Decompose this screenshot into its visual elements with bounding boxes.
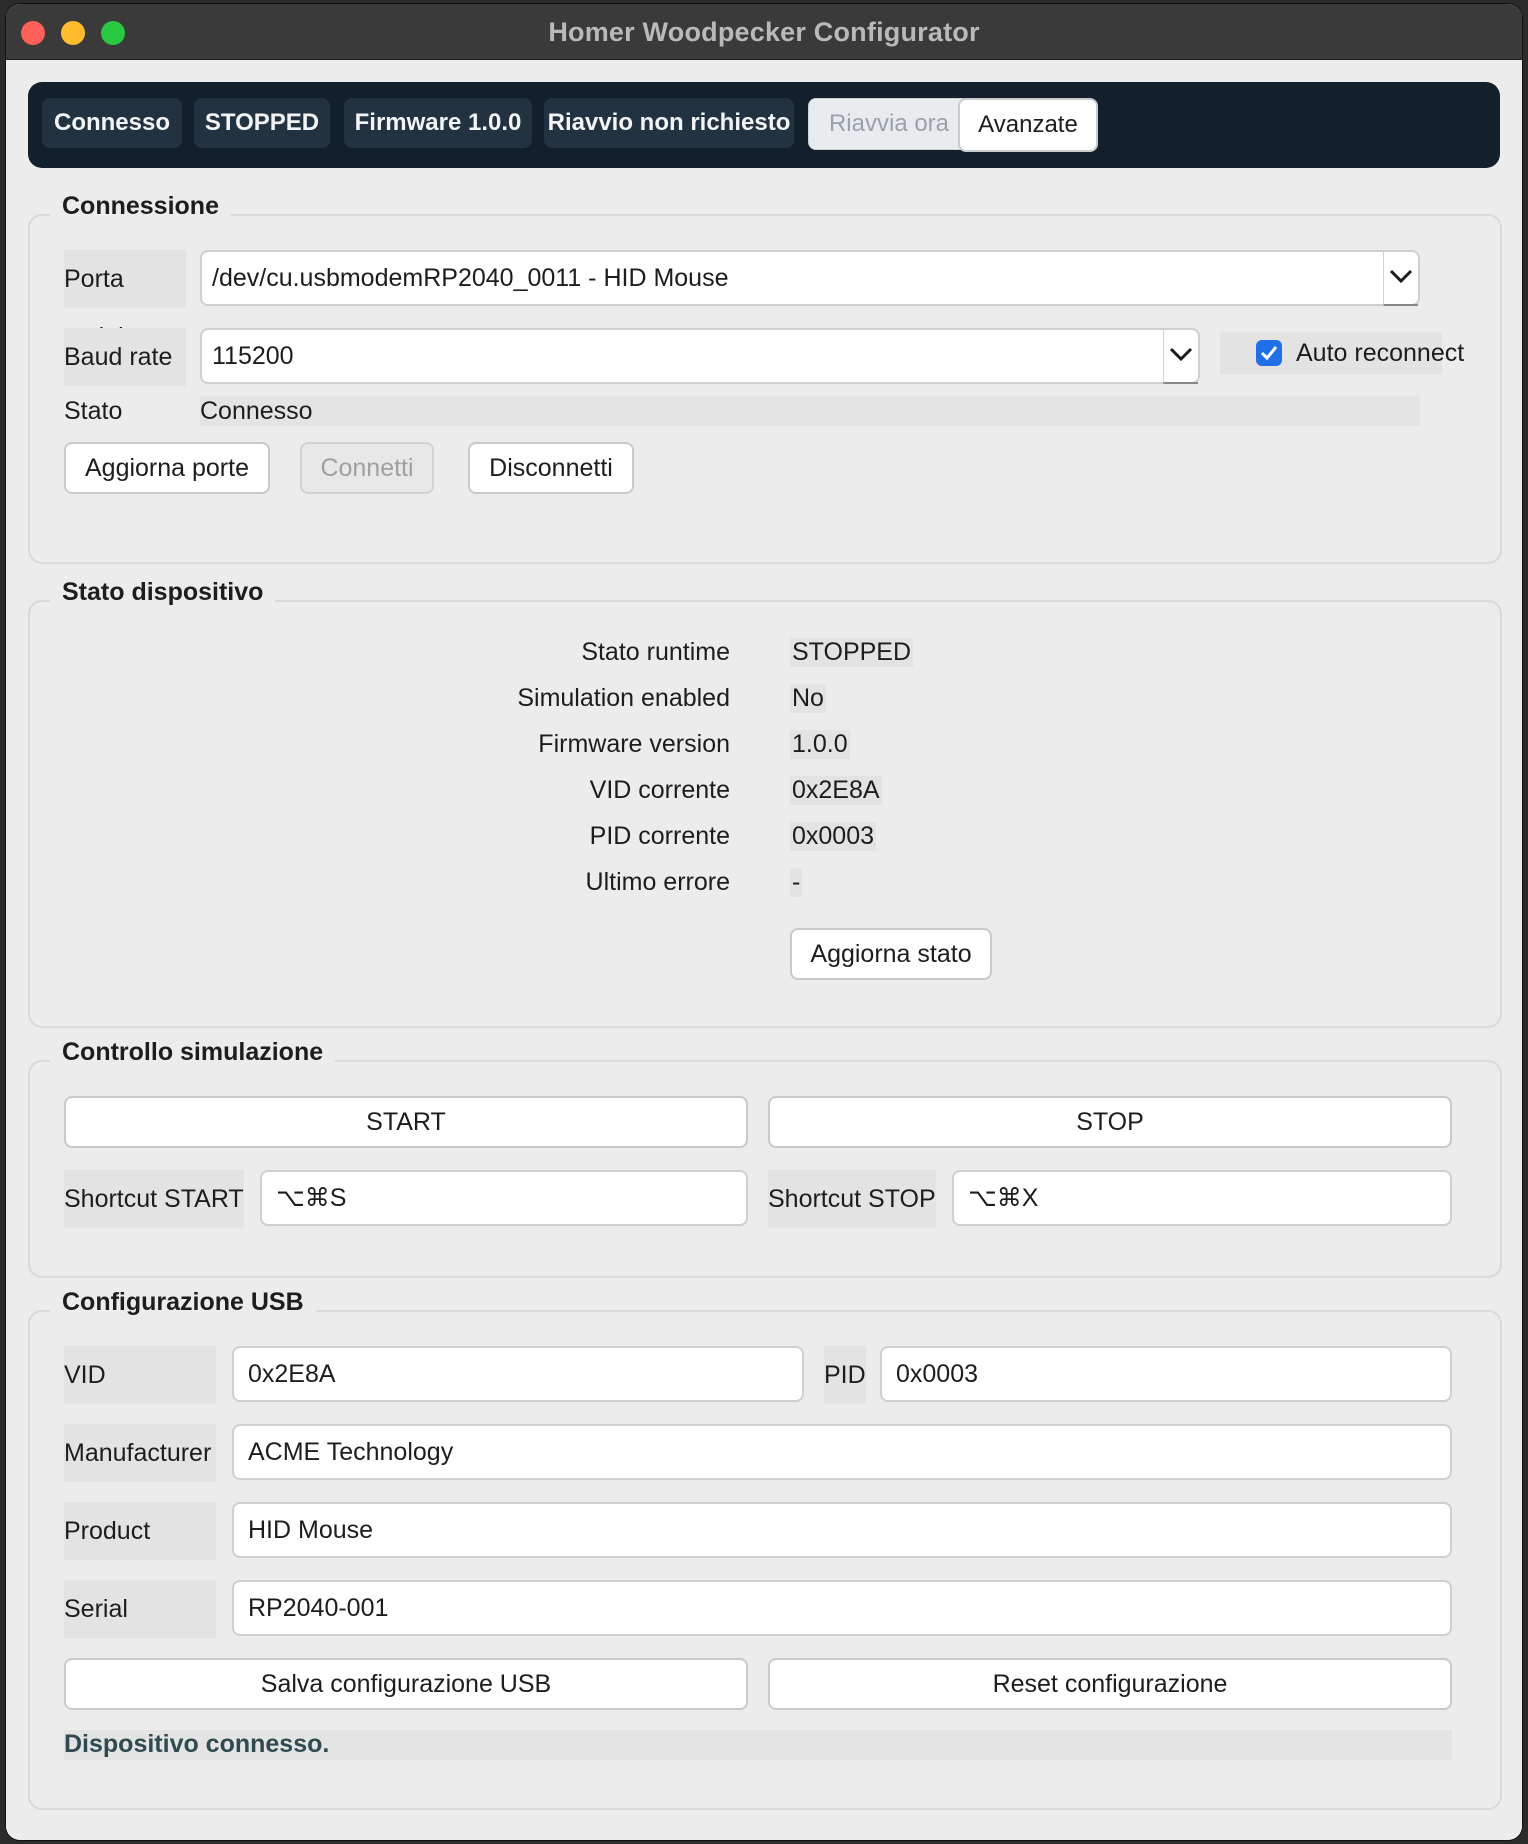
status-message: Dispositivo connesso. bbox=[64, 1730, 330, 1758]
reboot-now-button[interactable]: Riavvia ora bbox=[808, 98, 970, 150]
vid-label: VID bbox=[64, 1346, 216, 1404]
baud-rate-label: Baud rate bbox=[64, 328, 186, 386]
save-usb-config-button[interactable]: Salva configurazione USB bbox=[64, 1658, 748, 1710]
product-input[interactable]: HID Mouse bbox=[232, 1502, 1452, 1558]
reset-config-button[interactable]: Reset configurazione bbox=[768, 1658, 1452, 1710]
serial-port-select[interactable] bbox=[200, 250, 1420, 306]
serial-port-label: Porta bbox=[64, 250, 186, 308]
device-state-group-title: Stato dispositivo bbox=[50, 578, 275, 607]
status-toolbar bbox=[28, 82, 1500, 168]
baud-rate-value: 115200 bbox=[212, 342, 294, 370]
shortcut-stop-input[interactable]: ⌥⌘X bbox=[952, 1170, 1452, 1226]
connection-state-value: Connesso bbox=[200, 397, 313, 425]
stop-button[interactable]: STOP bbox=[768, 1096, 1452, 1148]
usb-config-group-title: Configurazione USB bbox=[50, 1288, 316, 1317]
pid-input[interactable]: 0x0003 bbox=[880, 1346, 1452, 1402]
shortcut-start-label: Shortcut START bbox=[64, 1170, 244, 1228]
last-error-value: - bbox=[792, 868, 801, 896]
reboot-status-chip: Riavvio non richiesto bbox=[544, 98, 794, 148]
window-title: Homer Woodpecker Configurator bbox=[548, 17, 980, 47]
connect-button[interactable]: Connetti bbox=[300, 442, 434, 494]
serial-port-value: /dev/cu.usbmodemRP2040_0011 - HID Mouse bbox=[212, 264, 729, 292]
app-window bbox=[6, 4, 1522, 1840]
runtime-state-value: STOPPED bbox=[792, 638, 912, 666]
start-button[interactable]: START bbox=[64, 1096, 748, 1148]
firmware-chip: Firmware 1.0.0 bbox=[344, 98, 532, 148]
pid-label: PID bbox=[824, 1346, 866, 1404]
chevron-down-icon bbox=[1383, 252, 1418, 306]
simulation-enabled-value: No bbox=[792, 684, 824, 712]
serial-input[interactable]: RP2040-001 bbox=[232, 1580, 1452, 1636]
vid-input[interactable]: 0x2E8A bbox=[232, 1346, 804, 1402]
shortcut-stop-label: Shortcut STOP bbox=[768, 1170, 936, 1228]
simulation-enabled-key: Simulation enabled bbox=[517, 684, 730, 712]
manufacturer-input[interactable]: ACME Technology bbox=[232, 1424, 1452, 1480]
connection-state-label: Stato bbox=[64, 397, 123, 425]
runtime-state-key: Stato runtime bbox=[581, 638, 730, 666]
title-bar bbox=[6, 4, 1522, 60]
simulation-control-group bbox=[28, 1038, 1502, 1278]
serial-label: Serial bbox=[64, 1580, 216, 1638]
firmware-version-value: 1.0.0 bbox=[792, 730, 848, 758]
simulation-control-group-title: Controllo simulazione bbox=[50, 1038, 335, 1067]
auto-reconnect-checkbox[interactable] bbox=[1256, 340, 1282, 366]
current-vid-key: VID corrente bbox=[589, 776, 730, 804]
shortcut-start-input[interactable]: ⌥⌘S bbox=[260, 1170, 748, 1226]
connection-state-bar bbox=[200, 396, 1420, 426]
connection-group bbox=[28, 192, 1502, 564]
disconnect-button[interactable]: Disconnetti bbox=[468, 442, 634, 494]
current-vid-value: 0x2E8A bbox=[792, 776, 880, 804]
auto-reconnect-label: Auto reconnect bbox=[1296, 339, 1465, 367]
product-label: Product bbox=[64, 1502, 216, 1560]
usb-config-group bbox=[28, 1288, 1502, 1810]
last-error-key: Ultimo errore bbox=[585, 868, 730, 896]
current-pid-key: PID corrente bbox=[589, 822, 730, 850]
connection-chip: Connesso bbox=[42, 98, 182, 148]
chevron-down-icon bbox=[1163, 330, 1198, 384]
refresh-ports-button[interactable]: Aggiorna porte bbox=[64, 442, 270, 494]
refresh-state-button[interactable]: Aggiorna stato bbox=[790, 928, 992, 980]
runtime-state-chip: STOPPED bbox=[194, 98, 330, 148]
connection-group-title: Connessione bbox=[50, 192, 231, 221]
advanced-button[interactable]: Avanzate bbox=[958, 98, 1098, 152]
main-content bbox=[6, 60, 1522, 1840]
manufacturer-label: Manufacturer bbox=[64, 1424, 216, 1482]
firmware-version-key: Firmware version bbox=[538, 730, 730, 758]
device-state-group bbox=[28, 578, 1502, 1028]
baud-rate-select[interactable] bbox=[200, 328, 1200, 384]
current-pid-value: 0x0003 bbox=[792, 822, 875, 850]
